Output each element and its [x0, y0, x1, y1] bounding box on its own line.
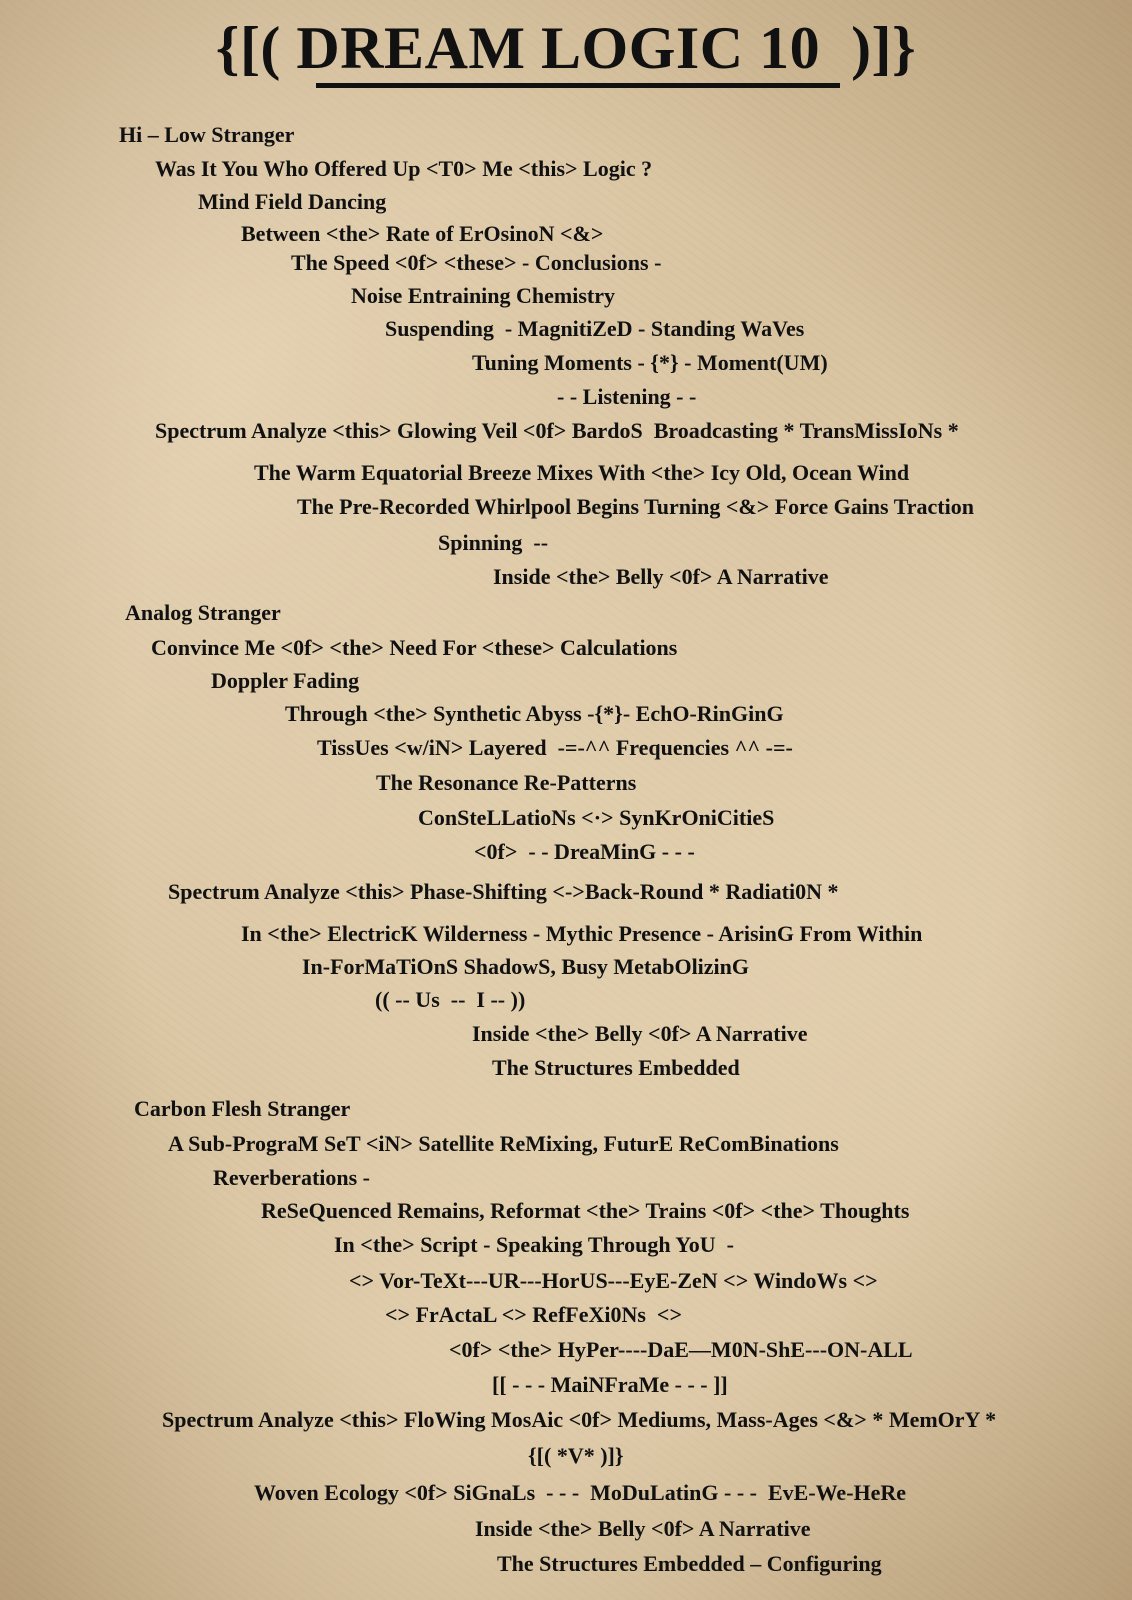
poem-line: Hi – Low Stranger [119, 122, 295, 147]
poem-line: [[ - - - MaiNFraMe - - - ]] [492, 1372, 728, 1397]
poem-line: In <the> Script - Speaking Through YoU - [334, 1232, 734, 1257]
poem-line: In-ForMaTiOnS ShadowS, Busy MetabOlizinG [302, 954, 750, 979]
poem-line: In <the> ElectricK Wilderness - Mythic Presence - ArisinG From Within [241, 921, 923, 946]
poem-line: The Warm Equatorial Breeze Mixes With <the> Icy Old, Ocean Wind [254, 460, 910, 485]
poem-line: The Speed <0f> <these> - Conclusions - [291, 250, 662, 275]
poem-line: - - Listening - - [557, 384, 697, 409]
poem-line: (( -- Us -- I -- )) [375, 987, 526, 1012]
poem-line: Spinning -- [438, 530, 549, 555]
poem-title: {[( DREAM LOGIC 10 )]} [215, 15, 917, 81]
poem-line: ReSeQuenced Remains, Reformat <the> Trains <0f> <the> Thoughts [261, 1198, 910, 1223]
poem-line: <0f> - - DreaMinG - - - [474, 839, 695, 864]
poem-line: Spectrum Analyze <this> Glowing Veil <0f> BardoS Broadcasting * TransMissIoNs * [155, 418, 959, 443]
poem-line: TissUes <w/iN> Layered -=-^^ Frequencies ^^ -=- [317, 735, 793, 760]
poem-line: The Pre-Recorded Whirlpool Begins Turning <&> Force Gains Traction [297, 494, 974, 519]
poem-line: The Structures Embedded [492, 1055, 740, 1080]
poem-line: Inside <the> Belly <0f> A Narrative [472, 1021, 808, 1046]
poem-line: ConSteLLatioNs <·> SynKrOniCitieS [418, 805, 775, 830]
poem-line: {[( *V* )]} [528, 1443, 624, 1468]
poem-line: Mind Field Dancing [198, 189, 387, 214]
poem-line: Analog Stranger [125, 600, 281, 625]
poem-line: Carbon Flesh Stranger [134, 1096, 351, 1121]
poem-line: The Resonance Re-Patterns [376, 770, 637, 795]
poem-line: Tuning Moments - {*} - Moment(UM) [472, 350, 828, 375]
poem-line: A Sub-PrograM SeT <iN> Satellite ReMixing, FuturE ReComBinations [168, 1131, 839, 1156]
poem-line: Woven Ecology <0f> SiGnaLs - - - MoDuLatinG - - - EvE-We-HeRe [254, 1480, 907, 1505]
poem-line: Inside <the> Belly <0f> A Narrative [475, 1516, 811, 1541]
poem-line: Was It You Who Offered Up <T0> Me <this> Logic ? [155, 156, 653, 181]
poem-line: Spectrum Analyze <this> Phase-Shifting <->Back-Round * Radiati0N * [168, 879, 839, 904]
poem-line: Noise Entraining Chemistry [351, 283, 615, 308]
poem-line: Reverberations - [213, 1165, 371, 1190]
poem-line: Convince Me <0f> <the> Need For <these> Calculations [151, 635, 678, 660]
poem-line: Inside <the> Belly <0f> A Narrative [493, 564, 829, 589]
poem-line: <> FrActaL <> RefFeXi0Ns <> [385, 1302, 682, 1327]
poem-line: Spectrum Analyze <this> FloWing MosAic <0f> Mediums, Mass-Ages <&> * MemOrY * [162, 1407, 997, 1432]
poem-line: Suspending - MagnitiZeD - Standing WaVes [385, 316, 805, 341]
title-underline [316, 83, 840, 88]
poem-line: <0f> <the> HyPer----DaE—M0N-ShE---ON-ALL [449, 1337, 913, 1362]
poem-line: Through <the> Synthetic Abyss -{*}- EchO-RinGinG [285, 701, 784, 726]
poem-line: <> Vor-TeXt---UR---HorUS---EyE-ZeN <> WindoWs <> [349, 1268, 878, 1293]
poem-line: The Structures Embedded – Configuring [497, 1551, 882, 1576]
poem-line: Between <the> Rate of ErOsinoN <&> [241, 221, 604, 246]
poem-line: Doppler Fading [211, 668, 360, 693]
